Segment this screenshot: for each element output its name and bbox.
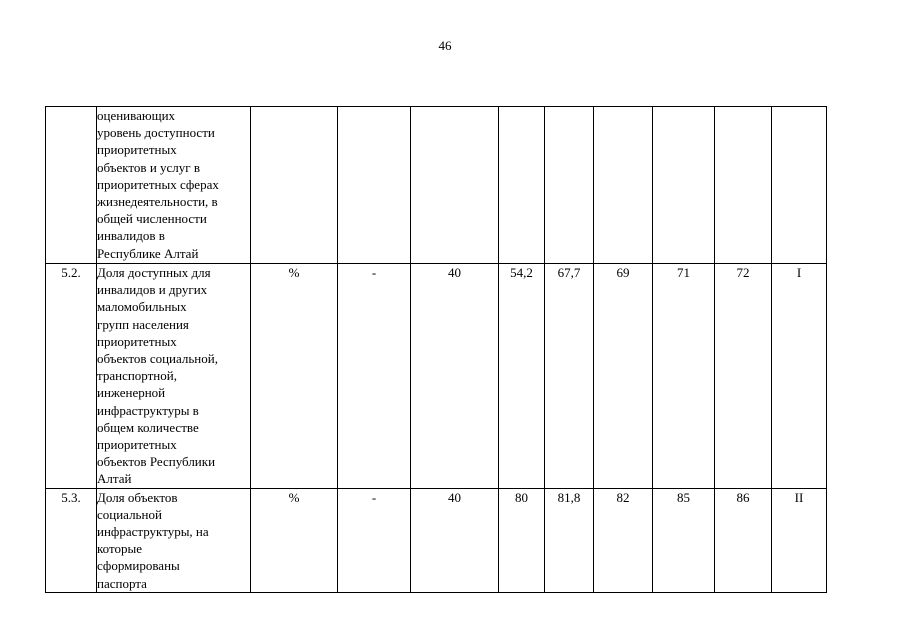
indicator-name-line: объектов и услуг в	[97, 159, 201, 175]
table-row	[46, 107, 827, 264]
value-cell	[499, 107, 545, 264]
row-number-cell: 5.3.	[46, 488, 97, 592]
value-cell: 69	[594, 264, 653, 489]
indicator-name-line: паспорта	[97, 575, 147, 591]
value-cell	[715, 107, 772, 264]
value-cell: 86	[715, 488, 772, 592]
indicator-name-line: приоритетных	[97, 142, 177, 158]
value-cell: 54,2	[499, 264, 545, 489]
value-cell	[594, 107, 653, 264]
base-value-cell: -	[338, 488, 411, 592]
value-cell	[411, 107, 499, 264]
base-value-cell: -	[338, 264, 411, 489]
unit-cell	[251, 107, 338, 264]
indicator-name-line: инвалидов в	[97, 228, 165, 244]
table-row	[46, 488, 827, 592]
indicator-name-line: инфраструктуры в	[97, 402, 199, 418]
value-cell: 71	[653, 264, 715, 489]
value-cell: 72	[715, 264, 772, 489]
row-number-cell: 5.2.	[46, 264, 97, 489]
indicator-name-cell	[97, 264, 251, 489]
indicator-name-line: объектов Республики	[97, 454, 216, 470]
value-cell: 40	[411, 264, 499, 489]
indicators-table	[45, 106, 827, 593]
indicator-name-line: инвалидов и других	[97, 282, 208, 298]
value-cell: 67,7	[545, 264, 594, 489]
value-cell: 85	[653, 488, 715, 592]
value-cell	[653, 107, 715, 264]
indicator-type-cell: I	[772, 264, 827, 489]
indicator-name-line: объектов социальной,	[97, 351, 218, 367]
indicator-name-line: общей численности	[97, 211, 207, 227]
indicator-name-line: которые	[97, 541, 142, 557]
base-value-cell	[338, 107, 411, 264]
indicator-name-line: оценивающих	[97, 108, 176, 123]
value-cell: 81,8	[545, 488, 594, 592]
indicator-name-cell	[97, 107, 251, 264]
table-row	[46, 264, 827, 489]
indicator-name-line: групп населения	[97, 316, 189, 332]
indicator-name-line: уровень доступности	[97, 125, 215, 141]
unit-cell: %	[251, 264, 338, 489]
indicator-name-line: инженерной	[97, 385, 166, 401]
indicator-name-line: Алтай	[97, 471, 132, 487]
indicator-name-line: социальной	[97, 506, 162, 522]
indicator-name-line: Доля доступных для	[97, 265, 211, 280]
indicator-type-cell	[772, 107, 827, 264]
indicator-name-line: транспортной,	[97, 368, 177, 384]
value-cell: 40	[411, 488, 499, 592]
value-cell: 80	[499, 488, 545, 592]
row-number-cell	[46, 107, 97, 264]
indicator-type-cell: II	[772, 488, 827, 592]
value-cell	[545, 107, 594, 264]
indicator-name-line: инфраструктуры, на	[97, 524, 209, 540]
indicator-name-line: маломобильных	[97, 299, 187, 315]
indicator-name-line: сформированы	[97, 558, 180, 574]
indicator-name-line: приоритетных сферах	[97, 176, 219, 192]
indicator-name-cell	[97, 488, 251, 592]
indicator-name-line: жизнедеятельности, в	[97, 194, 218, 210]
indicator-name-line: Доля объектов	[97, 489, 178, 505]
value-cell: 82	[594, 488, 653, 592]
indicator-name-line: общем количестве	[97, 419, 199, 435]
indicator-name-line: Республике Алтай	[97, 245, 199, 261]
unit-cell: %	[251, 488, 338, 592]
indicator-name-line: приоритетных	[97, 437, 177, 453]
indicator-name-line: приоритетных	[97, 333, 177, 349]
page-number: 46	[438, 38, 452, 53]
